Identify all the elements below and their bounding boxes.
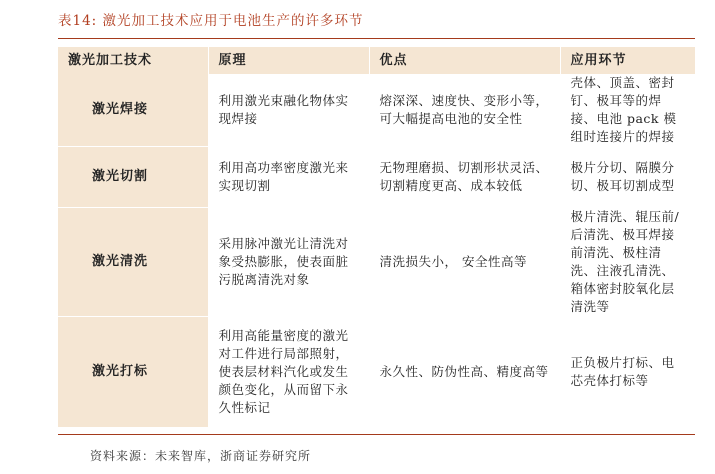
bottom-rule	[58, 434, 695, 435]
tech-cell: 激光切割	[58, 147, 208, 208]
principle-cell: 利用高能量密度的激光对工件进行局部照射，使表层材料汽化或发生颜色变化，从而留下永久性标记	[208, 317, 369, 428]
application-cell: 壳体、顶盖、密封钉、极耳等的焊接、电池 pack 模组时连接片的焊接	[570, 75, 677, 144]
header-advantage: 优点	[369, 47, 560, 74]
application-cell: 极片分切、隔膜分切、极耳切割成型	[570, 160, 675, 193]
table-row	[58, 317, 695, 428]
table-row	[58, 74, 695, 147]
advantage-cell: 熔深深、速度快、变形小等，可大幅提高电池的安全性	[369, 74, 560, 147]
advantage-cell: 清洗损失小， 安全性高等	[369, 208, 560, 317]
principle-cell: 利用高功率密度激光来实现切割	[208, 147, 369, 208]
tech-cell: 激光打标	[58, 317, 208, 428]
application-cell: 极片清洗、辊压前/后清洗、极耳焊接前清洗、极柱清洗、注液孔清洗、箱体密封胶氧化层清洗等	[570, 209, 680, 314]
header-application: 应用环节	[560, 47, 695, 74]
laser-applications-table	[58, 47, 695, 428]
table-row	[58, 147, 695, 208]
tech-cell: 激光清洗	[58, 208, 208, 317]
table-row	[58, 208, 695, 317]
advantage-cell: 无物理磨损、切割形状灵活、切割精度更高、成本较低	[369, 147, 560, 208]
header-row	[58, 47, 695, 74]
top-rule	[58, 38, 695, 39]
header-principle: 原理	[208, 47, 369, 74]
tech-cell: 激光焊接	[58, 74, 208, 147]
header-tech: 激光加工技术	[58, 47, 208, 74]
advantage-cell: 永久性、防伪性高、精度高等	[369, 317, 560, 428]
source-note: 资料来源：未来智库，浙商证券研究所	[90, 449, 312, 463]
principle-cell: 采用脉冲激光让清洗对象受热膨胀，使表面脏污脱离清洗对象	[208, 208, 369, 317]
principle-cell: 利用激光束融化物体实现焊接	[208, 74, 369, 147]
table-caption: 表14: 激光加工技术应用于电池生产的许多环节	[58, 13, 364, 29]
application-cell: 正负极片打标、电芯壳体打标等	[570, 355, 675, 388]
